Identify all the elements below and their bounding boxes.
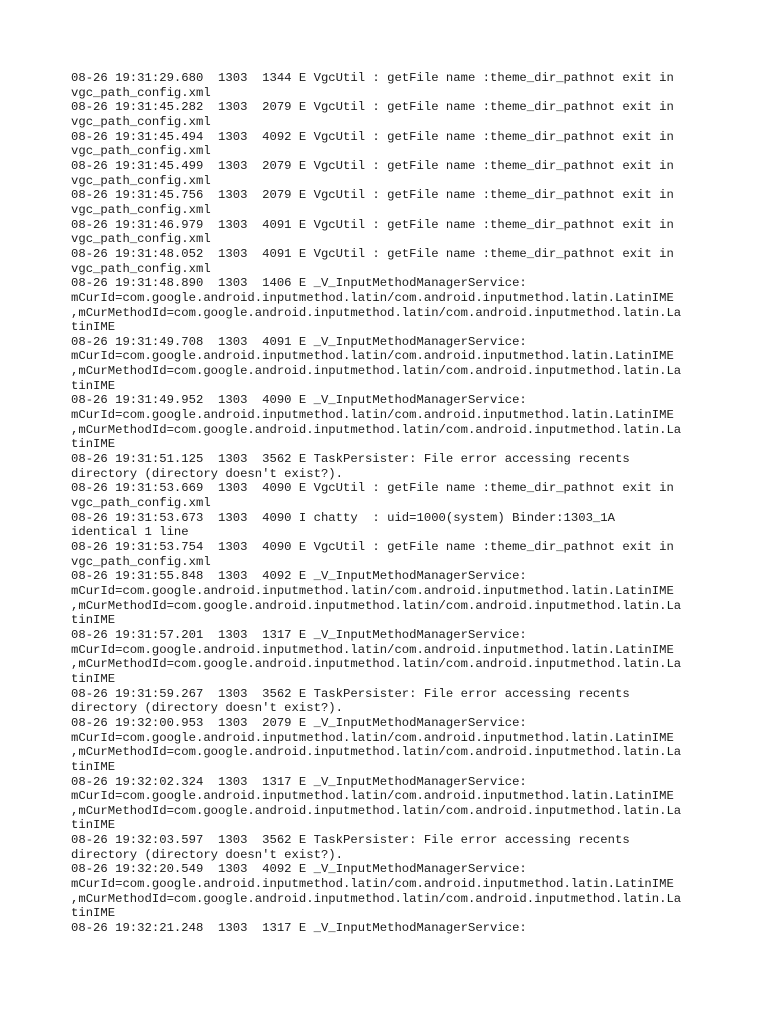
log-line: 08-26 19:31:45.756 1303 2079 E VgcUtil : getFile name :theme_dir_pathnot exit in — [71, 188, 674, 203]
log-line: 08-26 19:31:49.708 1303 4091 E _V_InputMethodManagerService: — [71, 334, 527, 349]
log-line: mCurId=com.google.android.inputmethod.latin/com.android.inputmethod.latin.LatinIME — [71, 583, 674, 598]
log-line: 08-26 19:31:49.952 1303 4090 E _V_InputMethodManagerService: — [71, 393, 527, 408]
log-line: 08-26 19:32:02.324 1303 1317 E _V_InputMethodManagerService: — [71, 774, 527, 789]
log-line: mCurId=com.google.android.inputmethod.latin/com.android.inputmethod.latin.LatinIME — [71, 408, 674, 423]
log-line: ,mCurMethodId=com.google.android.inputmethod.latin/com.android.inputmethod.latin.La — [71, 305, 682, 320]
log-line: tinIME — [71, 671, 116, 686]
log-line: identical 1 line — [71, 525, 189, 540]
log-line: ,mCurMethodId=com.google.android.inputmethod.latin/com.android.inputmethod.latin.La — [71, 422, 682, 437]
log-line: 08-26 19:32:21.248 1303 1317 E _V_InputMethodManagerService: — [71, 921, 527, 936]
log-line: 08-26 19:31:46.979 1303 4091 E VgcUtil : getFile name :theme_dir_pathnot exit in — [71, 217, 674, 232]
log-line: 08-26 19:31:55.848 1303 4092 E _V_InputMethodManagerService: — [71, 569, 527, 584]
log-line: directory (directory doesn't exist?). — [71, 466, 343, 481]
log-line: 08-26 19:31:53.669 1303 4090 E VgcUtil : getFile name :theme_dir_pathnot exit in — [71, 481, 674, 496]
log-line: tinIME — [71, 759, 116, 774]
log-line: 08-26 19:31:53.754 1303 4090 E VgcUtil : getFile name :theme_dir_pathnot exit in — [71, 540, 674, 554]
log-line: 08-26 19:31:48.890 1303 1406 E _V_InputMethodManagerService: — [71, 276, 527, 291]
log-line: 08-26 19:31:48.052 1303 4091 E VgcUtil : getFile name :theme_dir_pathnot exit in — [71, 246, 674, 261]
log-line: ,mCurMethodId=com.google.android.inputmethod.latin/com.android.inputmethod.latin.La — [71, 657, 682, 672]
log-line: vgc_path_config.xml — [71, 85, 211, 100]
log-line: vgc_path_config.xml — [71, 202, 211, 217]
log-line: tinIME — [71, 818, 116, 833]
log-line: 08-26 19:31:59.267 1303 3562 E TaskPersister: File error accessing recents — [71, 686, 630, 701]
log-line: 08-26 19:32:20.549 1303 4092 E _V_InputMethodManagerService: — [71, 862, 527, 877]
log-line: 08-26 19:31:45.282 1303 2079 E VgcUtil : getFile name :theme_dir_pathnot exit in — [71, 100, 674, 115]
log-line: 08-26 19:31:45.494 1303 4092 E VgcUtil : getFile name :theme_dir_pathnot exit in — [71, 129, 674, 144]
log-line: 08-26 19:31:29.680 1303 1344 E VgcUtil : getFile name :theme_dir_pathnot exit in — [71, 71, 674, 85]
log-line: mCurId=com.google.android.inputmethod.latin/com.android.inputmethod.latin.LatinIME — [71, 642, 674, 657]
log-line: 08-26 19:31:57.201 1303 1317 E _V_InputMethodManagerService: — [71, 627, 527, 642]
log-line: vgc_path_config.xml — [71, 173, 211, 188]
log-line: mCurId=com.google.android.inputmethod.latin/com.android.inputmethod.latin.LatinIME — [71, 349, 674, 364]
log-line: directory (directory doesn't exist?). — [71, 701, 343, 716]
log-line: tinIME — [71, 613, 116, 628]
log-line: vgc_path_config.xml — [71, 114, 211, 129]
log-line: mCurId=com.google.android.inputmethod.latin/com.android.inputmethod.latin.LatinIME — [71, 290, 674, 305]
log-line: 08-26 19:31:45.499 1303 2079 E VgcUtil : getFile name :theme_dir_pathnot exit in — [71, 158, 674, 173]
log-line: mCurId=com.google.android.inputmethod.latin/com.android.inputmethod.latin.LatinIME — [71, 730, 674, 745]
log-line: vgc_path_config.xml — [71, 232, 211, 247]
log-line: ,mCurMethodId=com.google.android.inputmethod.latin/com.android.inputmethod.latin.La — [71, 803, 682, 818]
log-line: ,mCurMethodId=com.google.android.inputmethod.latin/com.android.inputmethod.latin.La — [71, 598, 682, 613]
log-line: vgc_path_config.xml — [71, 554, 211, 569]
log-line: tinIME — [71, 378, 116, 393]
log-line: 08-26 19:32:03.597 1303 3562 E TaskPersister: File error accessing recents — [71, 833, 630, 848]
log-line: vgc_path_config.xml — [71, 144, 211, 159]
log-line: ,mCurMethodId=com.google.android.inputmethod.latin/com.android.inputmethod.latin.La — [71, 891, 682, 906]
log-line: ,mCurMethodId=com.google.android.inputmethod.latin/com.android.inputmethod.latin.La — [71, 364, 682, 379]
log-line: 08-26 19:31:51.125 1303 3562 E TaskPersister: File error accessing recents — [71, 452, 630, 467]
log-line: mCurId=com.google.android.inputmethod.latin/com.android.inputmethod.latin.LatinIME — [71, 877, 674, 892]
log-line: directory (directory doesn't exist?). — [71, 847, 343, 862]
log-line: vgc_path_config.xml — [71, 261, 211, 276]
log-line: vgc_path_config.xml — [71, 496, 211, 511]
log-line: mCurId=com.google.android.inputmethod.latin/com.android.inputmethod.latin.LatinIME — [71, 789, 674, 804]
log-line: 08-26 19:32:00.953 1303 2079 E _V_InputMethodManagerService: — [71, 715, 527, 730]
log-line: ,mCurMethodId=com.google.android.inputmethod.latin/com.android.inputmethod.latin.La — [71, 745, 682, 760]
log-line: tinIME — [71, 906, 116, 921]
log-line: tinIME — [71, 320, 116, 335]
log-page — [71, 71, 751, 936]
log-line: tinIME — [71, 437, 116, 452]
log-line: 08-26 19:31:53.673 1303 4090 I chatty : uid=1000(system) Binder:1303_1A — [71, 510, 615, 525]
